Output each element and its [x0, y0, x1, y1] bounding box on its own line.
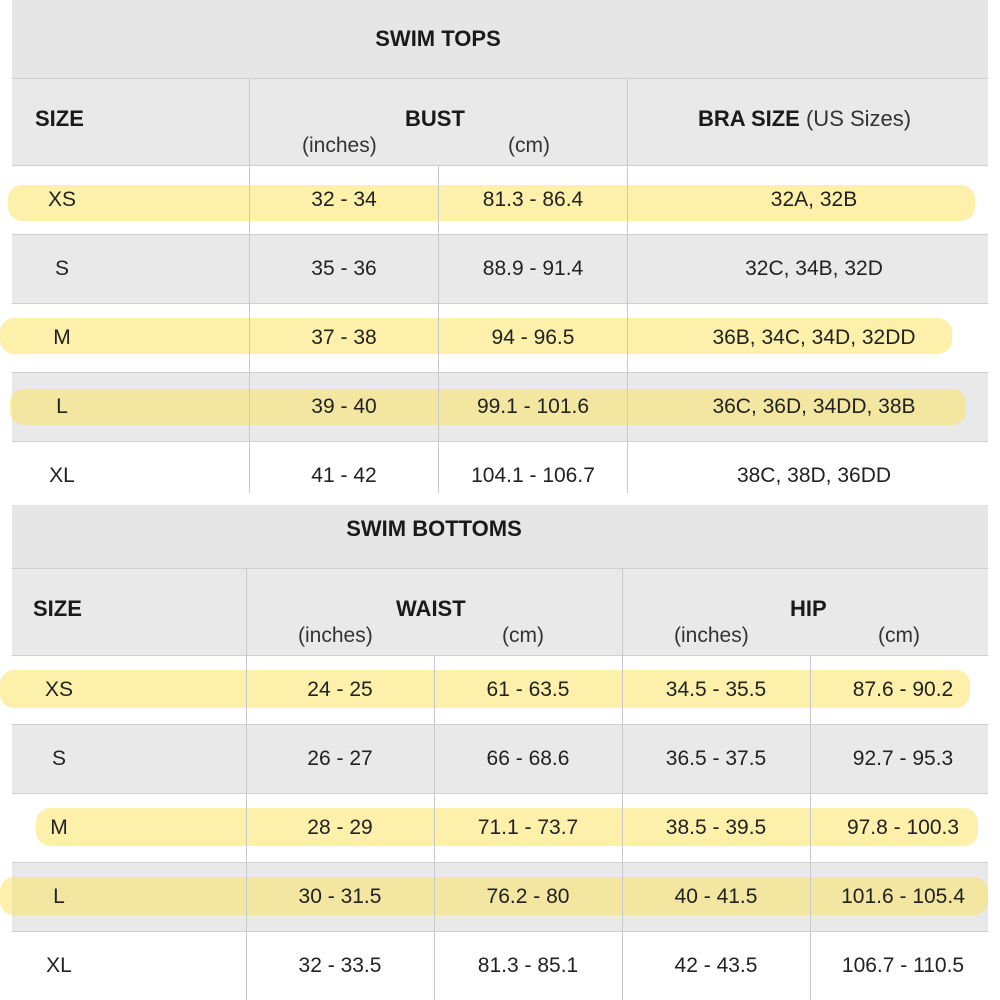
bottoms-cell-waist-in: 24 - 25	[307, 678, 373, 701]
bottoms-cell-size: XL	[46, 954, 72, 977]
bottoms-cell-size: XS	[44, 678, 73, 701]
bottoms-waist-header: WAIST	[396, 596, 466, 621]
bottoms-cell-hip-cm: 87.6 - 90.2	[852, 678, 954, 701]
tops-cell-bra: 36C, 36D, 34DD, 38B	[712, 395, 916, 418]
tops-cm-label: (cm)	[508, 134, 550, 157]
bottoms-cell-waist-in: 28 - 29	[307, 816, 373, 839]
tops-cell-size: L	[56, 395, 68, 418]
bottoms-hip-header: HIP	[790, 596, 827, 621]
bottoms-cell-waist-in: 26 - 27	[307, 747, 373, 770]
tops-cell-cm: 104.1 - 106.7	[471, 464, 595, 487]
divider	[12, 862, 988, 863]
tops-cell-bra: 38C, 38D, 36DD	[736, 464, 892, 487]
divider	[627, 79, 628, 493]
bottoms-cell-waist-cm: 71.1 - 73.7	[477, 816, 579, 839]
tops-cell-inches: 37 - 38	[311, 326, 377, 349]
divider	[12, 655, 988, 656]
divider	[434, 655, 435, 1000]
tops-cell-inches: 41 - 42	[311, 464, 377, 487]
divider	[12, 303, 988, 304]
divider	[12, 372, 988, 373]
bottoms-cell-hip-cm: 92.7 - 95.3	[852, 747, 954, 770]
bottoms-cell-size: M	[50, 816, 68, 839]
tops-cell-inches: 35 - 36	[311, 257, 377, 280]
tops-cell-bra: 36B, 34C, 34D, 32DD	[712, 326, 916, 349]
tops-cell-inches: 39 - 40	[311, 395, 377, 418]
bottoms-cell-waist-in: 32 - 33.5	[298, 954, 382, 977]
tops-cell-inches: 32 - 34	[311, 188, 377, 211]
tops-size-header: SIZE	[35, 106, 84, 131]
bottoms-cell-hip-in: 34.5 - 35.5	[665, 678, 767, 701]
bottoms-size-header: SIZE	[33, 596, 82, 621]
bottoms-hip-cm-label: (cm)	[878, 624, 920, 647]
tops-cell-bra: 32A, 32B	[770, 188, 858, 211]
bottoms-cell-size: L	[53, 885, 65, 908]
bottoms-cell-hip-cm: 97.8 - 100.3	[846, 816, 960, 839]
tops-bra-header-sub: (US Sizes)	[805, 106, 912, 131]
bottoms-cell-hip-cm: 101.6 - 105.4	[841, 885, 965, 908]
divider	[810, 655, 811, 1000]
bottoms-waist-cm-label: (cm)	[502, 624, 544, 647]
divider	[12, 931, 988, 932]
tops-title: SWIM TOPS	[375, 26, 501, 51]
bottoms-cell-hip-cm: 106.7 - 110.5	[841, 954, 965, 977]
tops-cell-cm: 99.1 - 101.6	[476, 395, 590, 418]
bottoms-cell-size: S	[51, 747, 66, 770]
divider	[438, 165, 439, 493]
divider	[12, 234, 988, 235]
tops-bra-header	[698, 106, 911, 132]
bottoms-header-row	[12, 569, 988, 655]
tops-cell-size: XS	[47, 188, 76, 211]
bottoms-cell-hip-in: 42 - 43.5	[674, 954, 758, 977]
bottoms-cell-waist-cm: 61 - 63.5	[486, 678, 570, 701]
divider	[622, 569, 623, 1000]
tops-bra-header-label: BRA SIZE	[698, 106, 800, 131]
bottoms-hip-inches-label: (inches)	[674, 624, 749, 647]
tops-cell-bra: 32C, 34B, 32D	[745, 257, 883, 280]
tops-cell-size: XL	[49, 464, 75, 487]
tops-cell-size: M	[53, 326, 71, 349]
divider	[12, 724, 988, 725]
bottoms-cell-waist-cm: 76.2 - 80	[486, 885, 570, 908]
tops-inches-label: (inches)	[302, 134, 377, 157]
tops-cell-cm: 94 - 96.5	[491, 326, 575, 349]
bottoms-cell-waist-cm: 81.3 - 85.1	[477, 954, 579, 977]
divider	[249, 79, 250, 493]
bottoms-cell-hip-in: 36.5 - 37.5	[665, 747, 767, 770]
bottoms-cell-hip-in: 40 - 41.5	[674, 885, 758, 908]
divider	[12, 793, 988, 794]
bottoms-cell-hip-in: 38.5 - 39.5	[665, 816, 767, 839]
tops-bust-header: BUST	[405, 106, 465, 131]
divider	[246, 569, 247, 1000]
divider	[12, 165, 988, 166]
tops-cell-size: S	[54, 257, 69, 280]
bottoms-cell-waist-cm: 66 - 68.6	[486, 747, 570, 770]
bottoms-waist-inches-label: (inches)	[298, 624, 373, 647]
divider	[12, 441, 988, 442]
bottoms-title: SWIM BOTTOMS	[346, 516, 522, 541]
tops-cell-cm: 88.9 - 91.4	[482, 257, 584, 280]
bottoms-cell-waist-in: 30 - 31.5	[298, 885, 382, 908]
tops-cell-cm: 81.3 - 86.4	[482, 188, 584, 211]
